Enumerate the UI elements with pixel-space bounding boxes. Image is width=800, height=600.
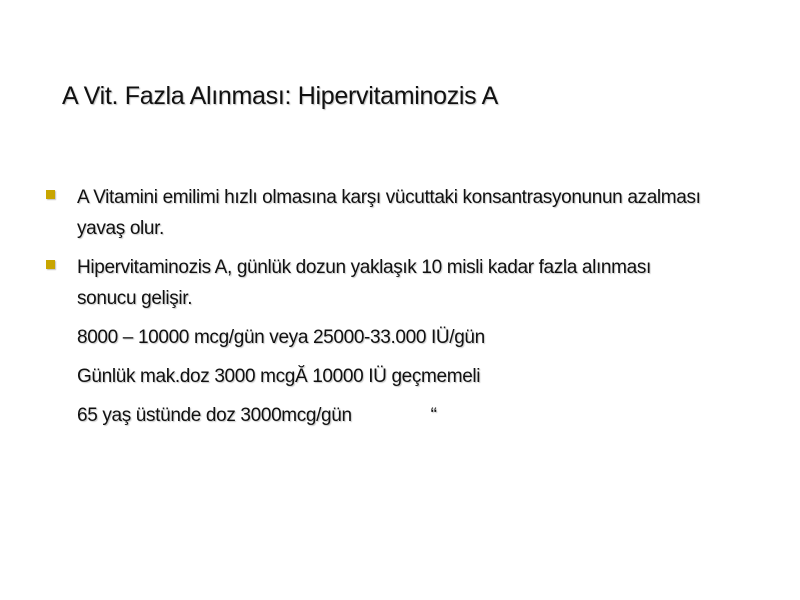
daily-max-dose-text: Günlük mak.doz 3000 mcgĂ 10000 IÜ geçmemeli	[77, 366, 481, 387]
square-bullet-icon	[46, 260, 55, 269]
square-bullet-icon	[46, 190, 55, 199]
slide-content	[46, 182, 776, 439]
bullet-text-line: yavaş olur.	[77, 218, 164, 239]
bullet-item	[46, 182, 776, 244]
age-65-dose-text: 65 yaş üstünde doz 3000mcg/gün “	[77, 405, 437, 426]
bullet-text-line: A Vitamini emilimi hızlı olmasına karşı vücuttaki konsantrasyonunun azalması	[77, 187, 701, 208]
bullet-text-line: sonucu gelişir.	[77, 288, 193, 309]
bullet-text-line: Hipervitaminozis A, günlük dozun yaklaşık 10 misli kadar fazla alınması	[77, 257, 651, 278]
bullet-item	[46, 252, 776, 314]
dose-range-text: 8000 – 10000 mcg/gün veya 25000-33.000 IÜ/gün	[77, 327, 485, 348]
slide-title: A Vit. Fazla Alınması: Hipervitaminozis A	[62, 82, 499, 110]
